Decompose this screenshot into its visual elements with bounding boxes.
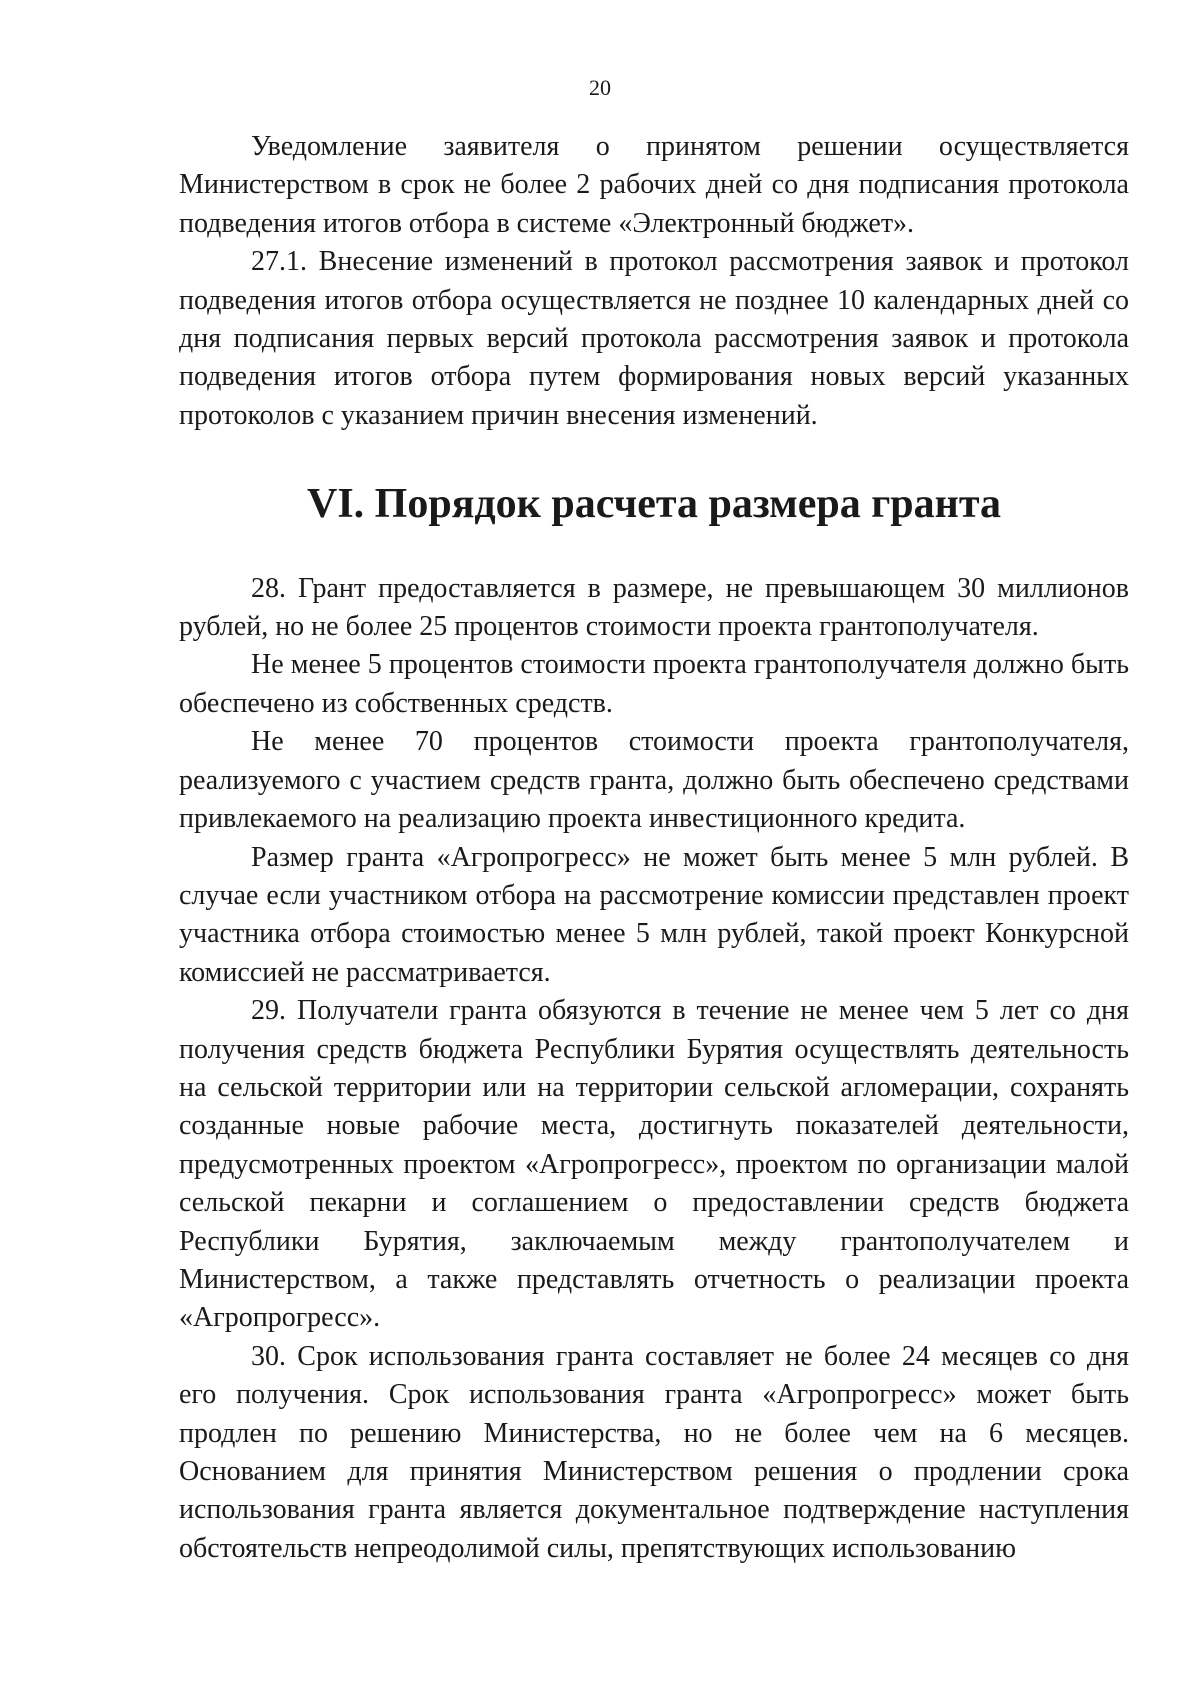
paragraph: Не менее 5 процентов стоимости проекта грантополучателя должно быть обеспечено из собственных средств. bbox=[179, 649, 1129, 719]
paragraph: Уведомление заявителя о принятом решении осуществляется Министерством в срок не более 2 рабочих дней со дня подписания протокола подведения итогов отбора в системе «Электронный бюджет». bbox=[179, 131, 1129, 239]
paragraph: Не менее 70 процентов стоимости проекта грантополучателя, реализуемого с участием средств гранта, должно быть обеспечено средствами привлекаемого на реализацию проекта инвестиционного кредита. bbox=[179, 726, 1129, 835]
paragraph: 30. Срок использования гранта составляет не более 24 месяцев со дня его получения. Срок использования гранта «Агропрогресс» может быть продлен по решению Министерства, но не более чем на 6 месяцев. Основанием для принятия Министерством решения о продлении срока использования гранта является документальное подтверждение наступления обстоятельств непреодолимой силы, препятствующих использованию bbox=[179, 1340, 1129, 1564]
paragraph: 29. Получатели гранта обязуются в течение не менее чем 5 лет со дня получения средств бюджета Республики Бурятия осуществлять деятельность на сельской территории или на территории сельской агломерации, сохранять созданные новые рабочие места, достигнуть показателей деятельности, предусмотренных проектом «Агропрогресс», проектом по организации малой сельской пекарни и соглашением о предоставлении средств бюджета Республики Бурятия, заключаемым между грантополучателем и Министерством, а также представлять отчетность о реализации проекта «Агропрогресс». bbox=[179, 995, 1129, 1334]
section-heading: VI. Порядок расчета размера гранта bbox=[306, 481, 1002, 528]
paragraph: 28. Грант предоставляется в размере, не превышающем 30 миллионов рублей, но не более 25 процентов стоимости проекта грантополучателя. bbox=[179, 572, 1129, 643]
page-number: 20 bbox=[589, 75, 611, 100]
paragraph: Размер гранта «Агропрогресс» не может быть менее 5 млн рублей. В случае если участником отбора на рассмотрение комиссии представлен проект участника отбора стоимостью менее 5 млн рублей, такой проект Конкурсной комиссией не рассматривается. bbox=[179, 841, 1129, 988]
paragraph: 27.1. Внесение изменений в протокол рассмотрения заявок и протокол подведения итогов отбора осуществляется не позднее 10 календарных дней со дня подписания первых версий протокола рассмотрения заявок и протокола подведения итогов отбора путем формирования новых версий указанных протоколов с указанием причин внесения изменений. bbox=[179, 246, 1129, 431]
document-body bbox=[179, 128, 1129, 1568]
